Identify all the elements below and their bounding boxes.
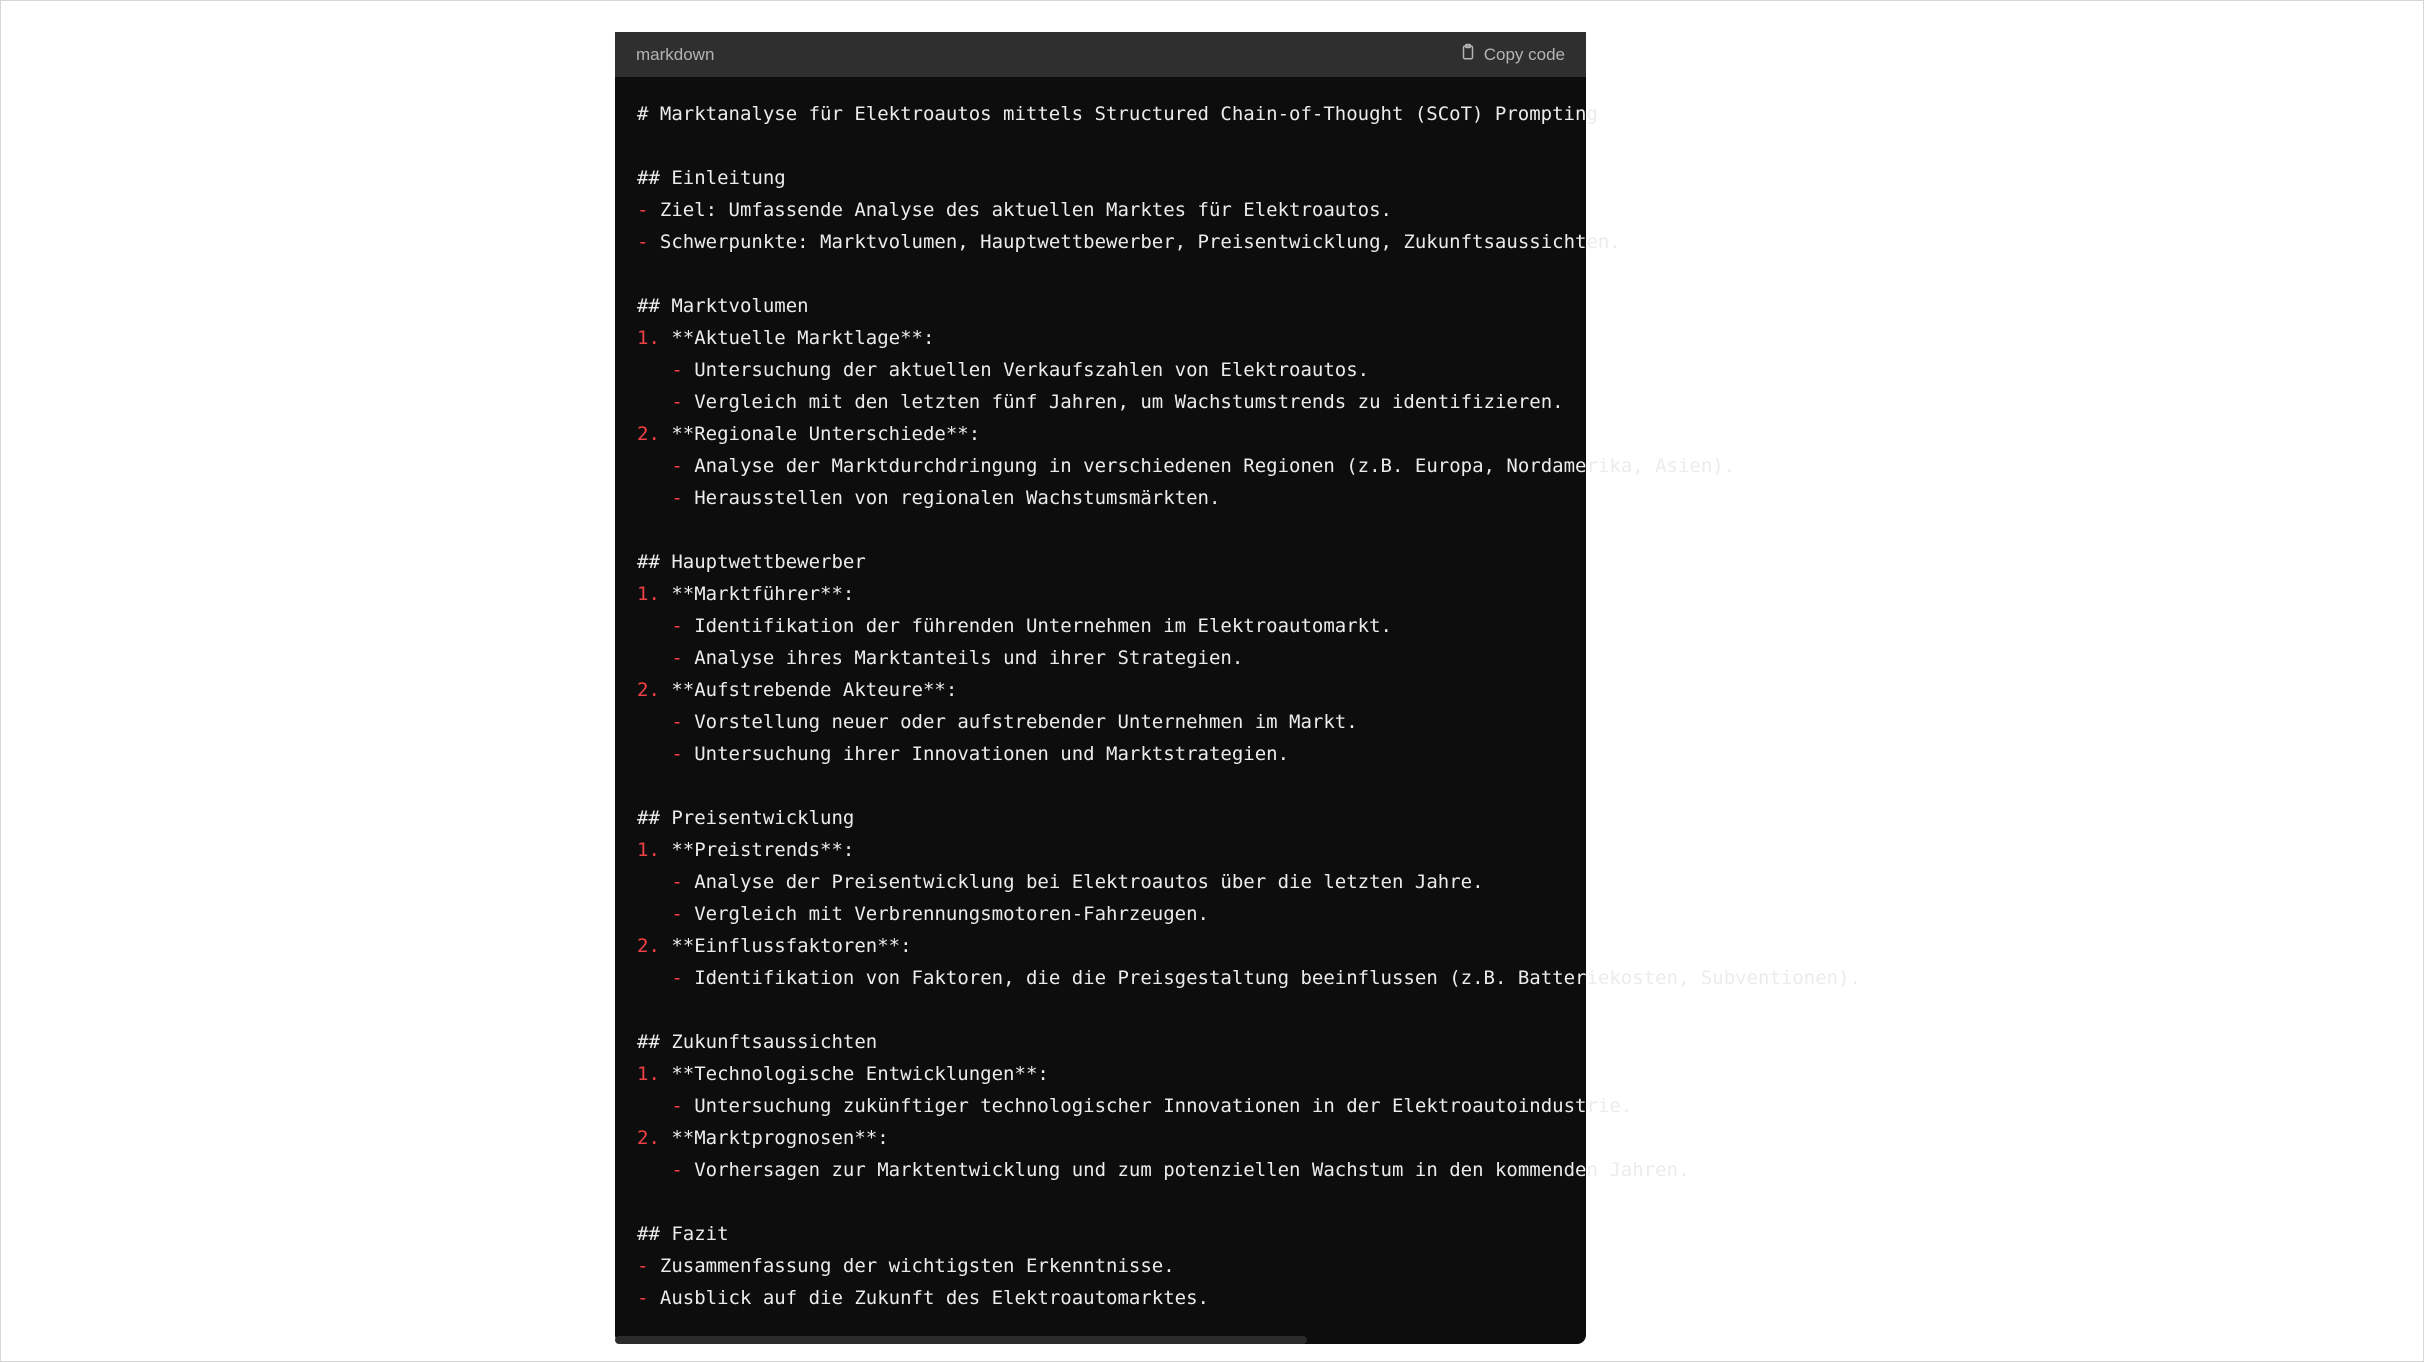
code-block-header (615, 32, 1586, 77)
code-line-text: Identifikation der führenden Unternehmen im Elektroautomarkt. (682, 615, 1392, 637)
code-line-indent (637, 615, 671, 637)
code-line (637, 994, 1861, 1026)
list-marker: - (671, 455, 683, 477)
code-line (637, 450, 1861, 482)
list-marker: 1. (637, 327, 660, 349)
code-line-text: **Preistrends**: (659, 839, 855, 861)
code-line (637, 1154, 1861, 1186)
code-line-text: ## Hauptwettbewerber (637, 551, 866, 573)
list-marker: - (671, 711, 683, 733)
code-line-text: ## Marktvolumen (637, 295, 809, 317)
code-content[interactable] (615, 77, 1861, 1344)
code-line-indent (637, 903, 671, 925)
code-line-indent (637, 359, 671, 381)
code-line-indent (637, 647, 671, 669)
scrollbar-thumb[interactable] (615, 1336, 1307, 1344)
code-line (637, 418, 1861, 450)
code-line (637, 98, 1861, 130)
code-line-text: **Marktführer**: (659, 583, 855, 605)
code-line (637, 354, 1861, 386)
code-line (637, 930, 1861, 962)
code-line (637, 642, 1861, 674)
list-marker: - (637, 199, 649, 221)
code-line-indent (637, 1159, 671, 1181)
list-marker: 2. (637, 423, 660, 445)
code-line-text: Zusammenfassung der wichtigsten Erkenntnisse. (648, 1255, 1175, 1277)
code-line-text: Vergleich mit den letzten fünf Jahren, um Wachstumstrends zu identifizieren. (682, 391, 1564, 413)
code-line-indent (637, 1095, 671, 1117)
list-marker: - (671, 615, 683, 637)
code-line-text: **Technologische Entwicklungen**: (659, 1063, 1049, 1085)
code-line (637, 130, 1861, 162)
code-line (637, 514, 1861, 546)
list-marker: 2. (637, 1127, 660, 1149)
list-marker: - (671, 359, 683, 381)
code-line-text: **Regionale Unterschiede**: (659, 423, 981, 445)
code-line-text: Untersuchung zukünftiger technologischer Innovationen in der Elektroautoindustrie. (682, 1095, 1633, 1117)
list-marker: 1. (637, 1063, 660, 1085)
code-line-indent (637, 711, 671, 733)
list-marker: 2. (637, 679, 660, 701)
code-line-text: ## Zukunftsaussichten (637, 1031, 878, 1053)
code-line (637, 1122, 1861, 1154)
code-line-indent (637, 391, 671, 413)
code-line-text: **Einflussfaktoren**: (659, 935, 912, 957)
code-line-text: Vergleich mit Verbrennungsmotoren-Fahrzeugen. (682, 903, 1209, 925)
code-line-text: Analyse ihres Marktanteils und ihrer Strategien. (682, 647, 1244, 669)
code-line (637, 1218, 1861, 1250)
code-line-indent (637, 967, 671, 989)
list-marker: - (637, 1255, 649, 1277)
code-line (637, 834, 1861, 866)
list-marker: - (671, 871, 683, 893)
code-line-indent (637, 487, 671, 509)
code-line (637, 162, 1861, 194)
horizontal-scrollbar[interactable] (615, 1336, 1586, 1344)
code-line (637, 738, 1861, 770)
code-line-text: Schwerpunkte: Marktvolumen, Hauptwettbewerber, Preisentwicklung, Zukunftsaussichten. (648, 231, 1621, 253)
code-line-text: **Aufstrebende Akteure**: (659, 679, 958, 701)
code-line (637, 770, 1861, 802)
code-line (637, 674, 1861, 706)
code-line-text: # Marktanalyse für Elektroautos mittels Structured Chain-of-Thought (SCoT) Prompting (637, 103, 1598, 125)
code-line (637, 706, 1861, 738)
code-line-text: Ziel: Umfassende Analyse des aktuellen Marktes für Elektroautos. (648, 199, 1392, 221)
list-marker: - (637, 231, 649, 253)
list-marker: 1. (637, 583, 660, 605)
code-line (637, 898, 1861, 930)
code-block (615, 32, 1861, 1344)
code-line (637, 1026, 1861, 1058)
list-marker: - (671, 1159, 683, 1181)
list-marker: - (671, 1095, 683, 1117)
code-line (637, 1058, 1861, 1090)
code-line-text: ## Fazit (637, 1223, 729, 1245)
list-marker: - (671, 391, 683, 413)
code-line-text: Analyse der Preisentwicklung bei Elektroautos über die letzten Jahre. (682, 871, 1484, 893)
code-lines (637, 98, 1861, 1314)
code-language-label: markdown (636, 44, 715, 64)
code-line (637, 1282, 1861, 1314)
code-line (637, 258, 1861, 290)
code-line (637, 194, 1861, 226)
code-line-indent (637, 743, 671, 765)
code-line (637, 802, 1861, 834)
list-marker: - (671, 647, 683, 669)
code-line (637, 1186, 1861, 1218)
code-line-text: Herausstellen von regionalen Wachstumsmärkten. (682, 487, 1221, 509)
code-line-text: Untersuchung ihrer Innovationen und Marktstrategien. (682, 743, 1290, 765)
list-marker: 2. (637, 935, 660, 957)
code-line (637, 866, 1861, 898)
code-line (637, 482, 1861, 514)
code-line-text: Vorhersagen zur Marktentwicklung und zum potenziellen Wachstum in den kommenden Jahren. (682, 1159, 1690, 1181)
code-line (637, 962, 1861, 994)
code-line (637, 610, 1861, 642)
code-line-text: **Aktuelle Marktlage**: (659, 327, 935, 349)
code-line-text: ## Preisentwicklung (637, 807, 855, 829)
clipboard-icon (1459, 43, 1477, 66)
code-line-text: Vorstellung neuer oder aufstrebender Unternehmen im Markt. (682, 711, 1358, 733)
code-line (637, 578, 1861, 610)
code-line (637, 290, 1861, 322)
code-line-text: Ausblick auf die Zukunft des Elektroautomarktes. (648, 1287, 1209, 1309)
code-line-text: **Marktprognosen**: (659, 1127, 889, 1149)
list-marker: - (671, 743, 683, 765)
copy-code-label: Copy code (1483, 44, 1565, 64)
code-line (637, 1090, 1861, 1122)
code-line (637, 322, 1861, 354)
list-marker: - (671, 487, 683, 509)
code-line (637, 546, 1861, 578)
code-line-text: Identifikation von Faktoren, die die Preisgestaltung beeinflussen (z.B. Batteriekosten, Subventionen). (682, 967, 1861, 989)
list-marker: - (671, 967, 683, 989)
list-marker: 1. (637, 839, 660, 861)
code-line-text: ## Einleitung (637, 167, 786, 189)
code-line-text: Untersuchung der aktuellen Verkaufszahlen von Elektroautos. (682, 359, 1370, 381)
code-line-indent (637, 871, 671, 893)
code-line (637, 226, 1861, 258)
code-line-indent (637, 455, 671, 477)
code-line (637, 1250, 1861, 1282)
list-marker: - (671, 903, 683, 925)
list-marker: - (637, 1287, 649, 1309)
code-line-text: Analyse der Marktdurchdringung in verschiedenen Regionen (z.B. Europa, Nordamerika, Asien). (682, 455, 1736, 477)
copy-code-button[interactable] (1459, 43, 1565, 66)
code-line (637, 386, 1861, 418)
